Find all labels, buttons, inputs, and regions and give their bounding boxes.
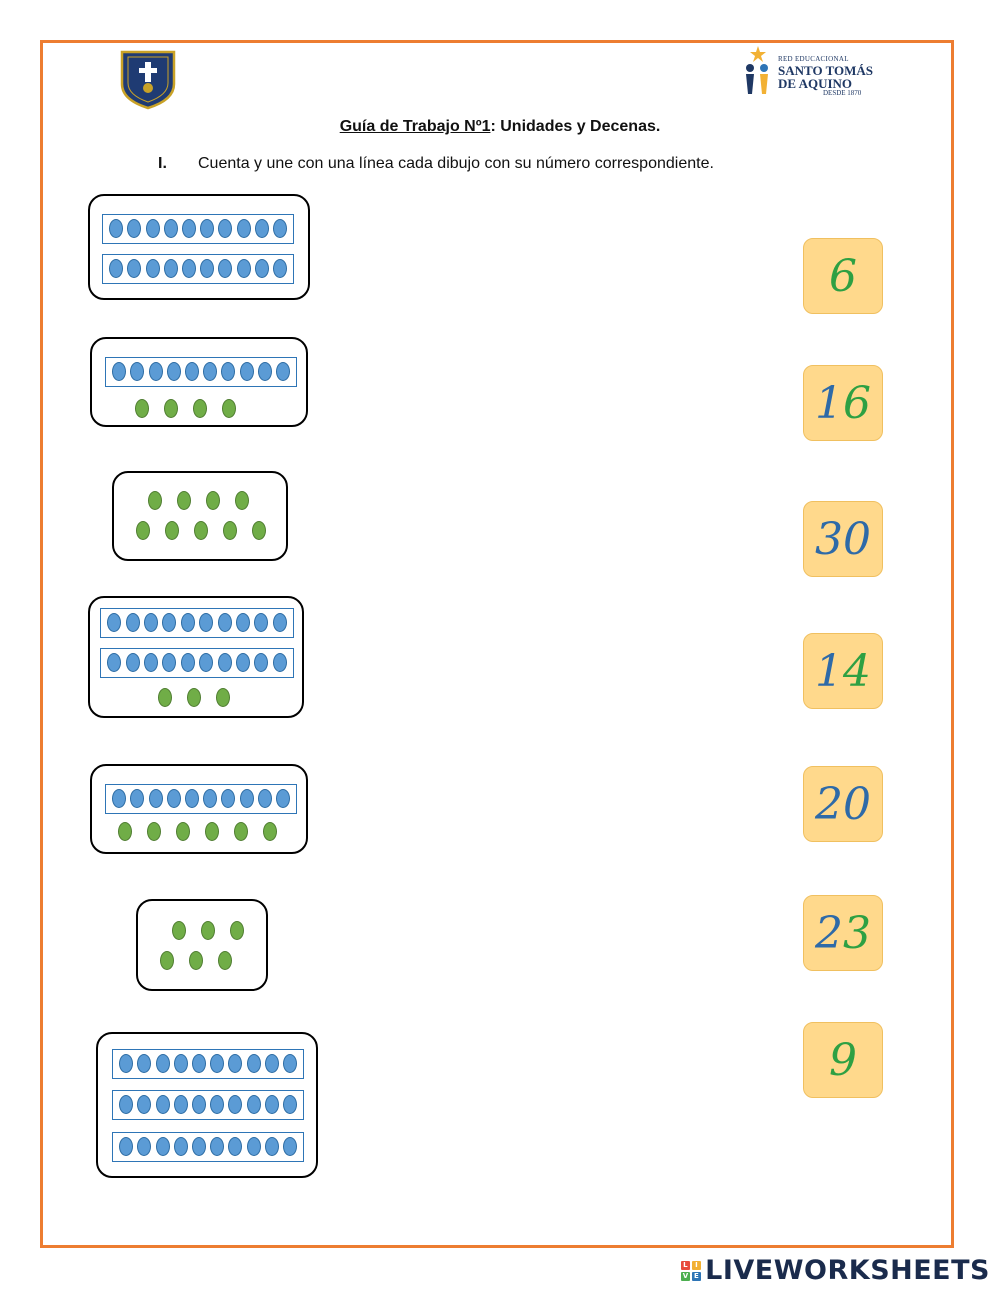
ten-bead [210, 1137, 224, 1156]
ten-bead [174, 1095, 188, 1114]
ten-bead [182, 219, 196, 238]
picture-box[interactable] [88, 194, 310, 300]
ten-bead [218, 613, 232, 632]
ten-bead [218, 259, 232, 278]
ten-bead [162, 613, 176, 632]
ten-bead [164, 219, 178, 238]
ten-bead [200, 259, 214, 278]
ten-bead [109, 219, 123, 238]
ten-bar [105, 784, 297, 814]
one-bead [201, 921, 215, 940]
ten-bead [265, 1095, 279, 1114]
worksheet-title [0, 118, 1000, 136]
ten-bead [265, 1054, 279, 1073]
ten-bead [210, 1095, 224, 1114]
one-bead [222, 399, 236, 418]
card-ones-digit: 0 [843, 513, 871, 565]
ten-bar [100, 608, 294, 638]
ten-bead [109, 259, 123, 278]
ten-bead [107, 613, 121, 632]
one-bead [234, 822, 248, 841]
ten-bead [283, 1095, 297, 1114]
ten-bead [200, 219, 214, 238]
ten-bead [236, 613, 250, 632]
ten-bead [137, 1054, 151, 1073]
ten-bead [237, 219, 251, 238]
ten-bead [258, 789, 272, 808]
ten-bead [254, 653, 268, 672]
ten-bar [102, 214, 294, 244]
ten-bead [192, 1095, 206, 1114]
one-bead [147, 822, 161, 841]
one-bead [252, 521, 266, 540]
ten-bead [210, 1054, 224, 1073]
number-card[interactable] [803, 238, 883, 314]
card-tens-digit: 1 [815, 645, 843, 697]
ten-bead [144, 613, 158, 632]
ten-bead [273, 219, 287, 238]
logo-line-2: SANTO TOMÁS [778, 63, 874, 78]
ten-bead [126, 613, 140, 632]
ten-bead [112, 362, 126, 381]
ten-bead [156, 1137, 170, 1156]
ten-bead [240, 789, 254, 808]
ten-bead [174, 1137, 188, 1156]
number-card[interactable] [803, 895, 883, 971]
ten-bead [137, 1095, 151, 1114]
card-tens-digit: 2 [815, 778, 843, 830]
ten-bead [236, 653, 250, 672]
picture-box[interactable] [96, 1032, 318, 1178]
ten-bead [247, 1137, 261, 1156]
institution-logo [740, 44, 880, 102]
one-bead [223, 521, 237, 540]
ten-bead [228, 1137, 242, 1156]
school-crest-logo [118, 48, 178, 110]
one-bead [194, 521, 208, 540]
ten-bead [185, 362, 199, 381]
one-bead [176, 822, 190, 841]
one-bead [177, 491, 191, 510]
ten-bead [185, 789, 199, 808]
ten-bead [127, 259, 141, 278]
ten-bead [182, 259, 196, 278]
ten-bead [199, 613, 213, 632]
ten-bead [192, 1137, 206, 1156]
ten-bead [181, 613, 195, 632]
ten-bead [119, 1054, 133, 1073]
number-card[interactable] [803, 501, 883, 577]
card-ones-digit: 0 [843, 778, 871, 830]
star-figures-icon [740, 44, 776, 100]
ten-bead [273, 653, 287, 672]
ten-bar [102, 254, 294, 284]
one-bead [189, 951, 203, 970]
ones-row [118, 822, 288, 842]
ten-bead [130, 789, 144, 808]
one-bead [160, 951, 174, 970]
one-bead [164, 399, 178, 418]
ten-bead [218, 219, 232, 238]
card-ones-digit: 3 [843, 907, 871, 959]
ten-bead [255, 259, 269, 278]
ten-bead [283, 1137, 297, 1156]
ten-bead [240, 362, 254, 381]
ten-bead [192, 1054, 206, 1073]
one-bead [158, 688, 172, 707]
one-bead [165, 521, 179, 540]
one-bead [193, 399, 207, 418]
ten-bead [228, 1095, 242, 1114]
ten-bar [105, 357, 297, 387]
ten-bar [100, 648, 294, 678]
one-bead [135, 399, 149, 418]
ten-bead [276, 362, 290, 381]
ones-row [160, 951, 240, 971]
ten-bead [203, 362, 217, 381]
ten-bar [112, 1090, 304, 1120]
picture-box[interactable] [90, 337, 308, 427]
picture-box[interactable] [112, 471, 288, 561]
ten-bead [149, 789, 163, 808]
ten-bead [273, 613, 287, 632]
one-bead [205, 822, 219, 841]
ten-bead [247, 1054, 261, 1073]
one-bead [172, 921, 186, 940]
ten-bead [199, 653, 213, 672]
ten-bead [130, 362, 144, 381]
ten-bead [247, 1095, 261, 1114]
ones-row [136, 521, 276, 541]
ten-bead [273, 259, 287, 278]
picture-box[interactable] [90, 764, 308, 854]
ten-bead [228, 1054, 242, 1073]
ten-bead [254, 613, 268, 632]
liveworksheets-brand [681, 1255, 990, 1286]
ten-bead [146, 259, 160, 278]
card-tens-digit: 1 [815, 377, 843, 429]
ten-bead [237, 259, 251, 278]
card-ones-digit: 4 [843, 645, 871, 697]
ten-bead [162, 653, 176, 672]
ten-bead [283, 1054, 297, 1073]
ten-bead [276, 789, 290, 808]
ten-bead [107, 653, 121, 672]
number-card[interactable] [803, 1022, 883, 1098]
title-underlined: Guía de Trabajo Nº1 [339, 118, 491, 135]
ten-bead [156, 1095, 170, 1114]
one-bead [206, 491, 220, 510]
ones-row [158, 688, 238, 708]
card-ones-digit: 9 [829, 1034, 857, 1086]
one-bead [136, 521, 150, 540]
liveworksheets-badge-icon: L I V E [682, 1260, 700, 1280]
ten-bead [203, 789, 217, 808]
liveworksheets-label: LIVEWORKSHEETS [705, 1255, 990, 1286]
ten-bead [146, 219, 160, 238]
ones-row [135, 399, 245, 419]
logo-line-3: DE AQUINO [778, 76, 853, 91]
one-bead [216, 688, 230, 707]
ten-bead [156, 1054, 170, 1073]
ten-bead [119, 1137, 133, 1156]
card-ones-digit: 6 [843, 377, 871, 429]
picture-box[interactable] [136, 899, 268, 991]
ones-row [148, 491, 258, 511]
one-bead [148, 491, 162, 510]
ten-bead [221, 362, 235, 381]
title-rest: : Unidades y Decenas. [490, 118, 661, 135]
card-tens-digit: 2 [815, 907, 843, 959]
ten-bead [144, 653, 158, 672]
instruction-text: Cuenta y une con una línea cada dibujo con su número correspondiente. [198, 155, 714, 172]
ten-bead [167, 362, 181, 381]
ten-bead [127, 219, 141, 238]
number-card[interactable] [803, 633, 883, 709]
one-bead [230, 921, 244, 940]
ten-bead [255, 219, 269, 238]
one-bead [235, 491, 249, 510]
number-card[interactable] [803, 365, 883, 441]
ten-bar [112, 1132, 304, 1162]
one-bead [118, 822, 132, 841]
card-ones-digit: 6 [829, 250, 857, 302]
ten-bead [119, 1095, 133, 1114]
ten-bead [149, 362, 163, 381]
ten-bead [221, 789, 235, 808]
ten-bead [258, 362, 272, 381]
ten-bead [218, 653, 232, 672]
card-tens-digit: 3 [815, 513, 843, 565]
ten-bead [174, 1054, 188, 1073]
ten-bead [181, 653, 195, 672]
ten-bead [167, 789, 181, 808]
one-bead [263, 822, 277, 841]
instruction [158, 155, 714, 173]
ten-bead [164, 259, 178, 278]
logo-line-4: DESDE 1870 [823, 89, 862, 97]
logo-line-1: RED EDUCACIONAL [778, 55, 849, 63]
ten-bead [112, 789, 126, 808]
ones-row [172, 921, 252, 941]
ten-bar [112, 1049, 304, 1079]
picture-box[interactable] [88, 596, 304, 718]
one-bead [187, 688, 201, 707]
instruction-number: I. [158, 155, 167, 172]
one-bead [218, 951, 232, 970]
number-card[interactable] [803, 766, 883, 842]
ten-bead [137, 1137, 151, 1156]
ten-bead [265, 1137, 279, 1156]
ten-bead [126, 653, 140, 672]
